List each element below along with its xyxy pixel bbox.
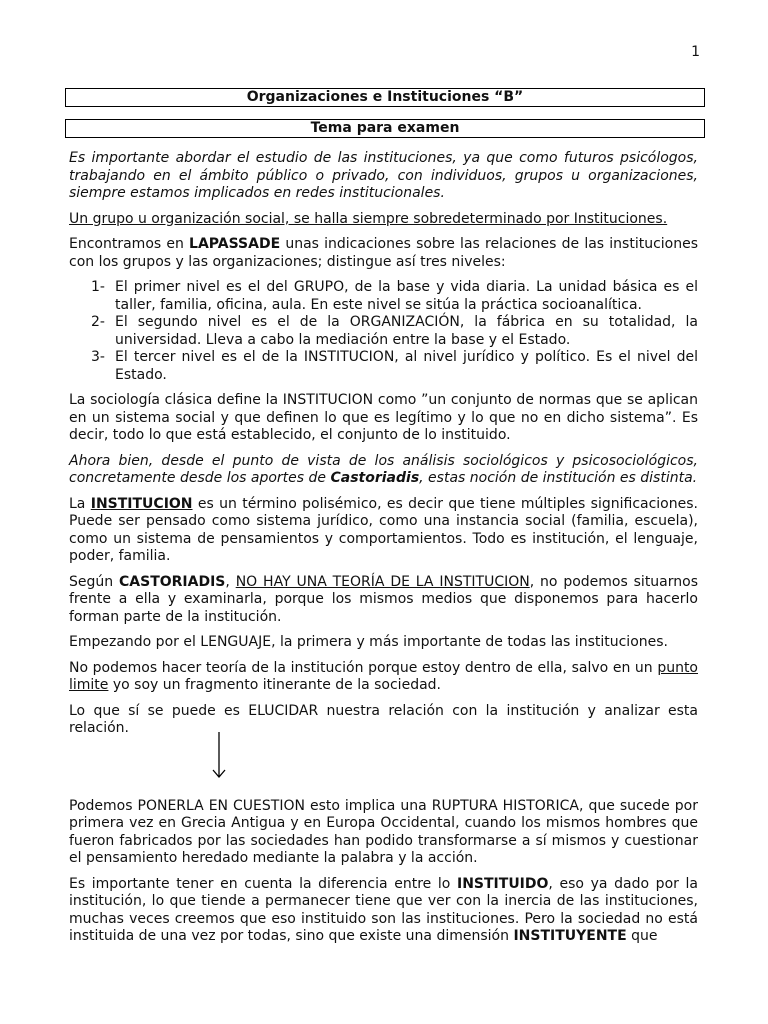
- list-item: [69, 279, 698, 314]
- list-text: El primer nivel es el del GRUPO, de la base y vida diaria. La unidad básica es el taller, familia, oficina, aula. En este nivel se sitúa la práctica socioanalítica.: [115, 279, 698, 313]
- classical-definition-paragraph: La sociología clásica define la INSTITUCION como ”un conjunto de normas que se aplican en un sistema social y que definen lo que es legítimo y lo que no en dicho sistema”. Es decir, todo lo que está establecido, el conjunto de lo instituido.: [69, 392, 698, 443]
- title-text: Organizaciones e Instituciones “B”: [246, 89, 524, 105]
- arrow-container: [69, 746, 698, 798]
- institucion-paragraph: [69, 496, 698, 566]
- punto-limite-paragraph: [69, 660, 698, 695]
- lapassade-name: LAPASSADE: [189, 236, 281, 252]
- text-run: , eso ya dado por la institución, lo que tiende a permanecer tiene que ver con la inercia de las instituciones, muchas veces creemos que eso instituido son las instituciones. Pero la sociedad no está instituida de una vez por todas, sino que existe una dimensión: [69, 875, 698, 944]
- text-run: yo soy un fragmento itinerante de la sociedad.: [108, 677, 441, 693]
- page-number: 1: [691, 44, 700, 60]
- instituido-paragraph: [69, 876, 698, 946]
- instituyente-term: INSTITUYENTE: [513, 928, 627, 944]
- list-item: [69, 349, 698, 384]
- text-run: Según: [69, 573, 119, 590]
- text-run: Encontramos en: [69, 236, 190, 252]
- thesis-text: Un grupo u organización social, se halla siempre sobredeterminado por Instituciones.: [69, 210, 668, 227]
- ruptura-paragraph: Podemos PONERLA EN CUESTION esto implica una RUPTURA HISTORICA, que sucede por primera vez en Grecia Antigua y en Europa Occidental, cuando los mismos hombres que fueron fabricados por las sociedades han podido transformarse a sí mismos y cuestionar el pensamiento heredado mediante la palabra y la acción.: [69, 797, 698, 866]
- list-item: [69, 314, 698, 349]
- list-number: 3-: [91, 349, 105, 365]
- no-theory-paragraph: [69, 574, 698, 627]
- document-body: [69, 150, 698, 954]
- castoriadis-intro-paragraph: [69, 453, 698, 488]
- institucion-term: INSTITUCION: [90, 495, 193, 512]
- text-run: , no podemos situarnos frente a ella y examinarla, porque los mismos medios que disponemos para hacerlo forman parte de la institución.: [69, 573, 699, 625]
- list-text: El segundo nivel es el de la ORGANIZACIÓN, la fábrica en su totalidad, la universidad. Lleva a cabo la mediación entre la base y el Estado.: [115, 314, 698, 348]
- list-number: 1-: [91, 279, 105, 295]
- levels-list: [69, 279, 698, 384]
- thesis-paragraph: [69, 211, 698, 229]
- castoriadis-name: Castoriadis: [330, 470, 420, 486]
- elucidar-paragraph: Lo que sí se puede es ELUCIDAR nuestra relación con la institución y analizar esta relación.: [69, 702, 698, 736]
- intro-paragraph: Es importante abordar el estudio de las instituciones, ya que como futuros psicólogos, trabajando en el ámbito público o privado, con individuos, grupos u organizaciones, siempre estamos implicados en redes institucionales.: [69, 150, 698, 201]
- text-run: unas indicaciones sobre las relaciones de las instituciones con los grupos y las organizaciones; distingue así tres niveles:: [69, 236, 699, 270]
- lapassade-paragraph: [69, 236, 698, 271]
- no-theory-phrase: NO HAY UNA TEORÍA DE LA INSTITUCION: [235, 573, 530, 590]
- text-run: Es importante tener en cuenta la diferencia entre lo: [69, 875, 457, 892]
- text-run: ,: [225, 573, 236, 590]
- text-run: No podemos hacer teoría de la institución porque estoy dentro de ella, salvo en un: [69, 659, 658, 676]
- list-text: El tercer nivel es el de la INSTITUCION, al nivel jurídico y político. Es el nivel del Estado.: [115, 349, 698, 383]
- document-title: [65, 88, 705, 107]
- instituido-term: INSTITUIDO: [457, 875, 549, 892]
- punto-limite-phrase: punto limite: [69, 659, 698, 693]
- text-run: Ahora bien, desde el punto de vista de los análisis sociológicos y psicosociológicos, concretamente desde los aportes de: [69, 452, 698, 486]
- text-run: que: [626, 928, 658, 944]
- lenguaje-paragraph: Empezando por el LENGUAJE, la primera y más importante de todas las instituciones.: [69, 634, 668, 650]
- subtitle-text: Tema para examen: [310, 120, 460, 136]
- list-number: 2-: [91, 314, 105, 330]
- text-run: es un término polisémico, es decir que tiene múltiples significaciones. Puede ser pensado como sistema jurídico, como una instancia social (familia, escuela), como un sistema de pensamientos y comportamientos. Todo es institución, el lenguaje, poder, familia.: [69, 495, 698, 564]
- castoriadis-name: CASTORIADIS: [119, 573, 226, 590]
- down-arrow-icon: [209, 732, 229, 786]
- text-run: La: [69, 495, 91, 512]
- document-subtitle: [65, 119, 705, 138]
- text-run: , estas noción de institución es distinta.: [419, 470, 698, 486]
